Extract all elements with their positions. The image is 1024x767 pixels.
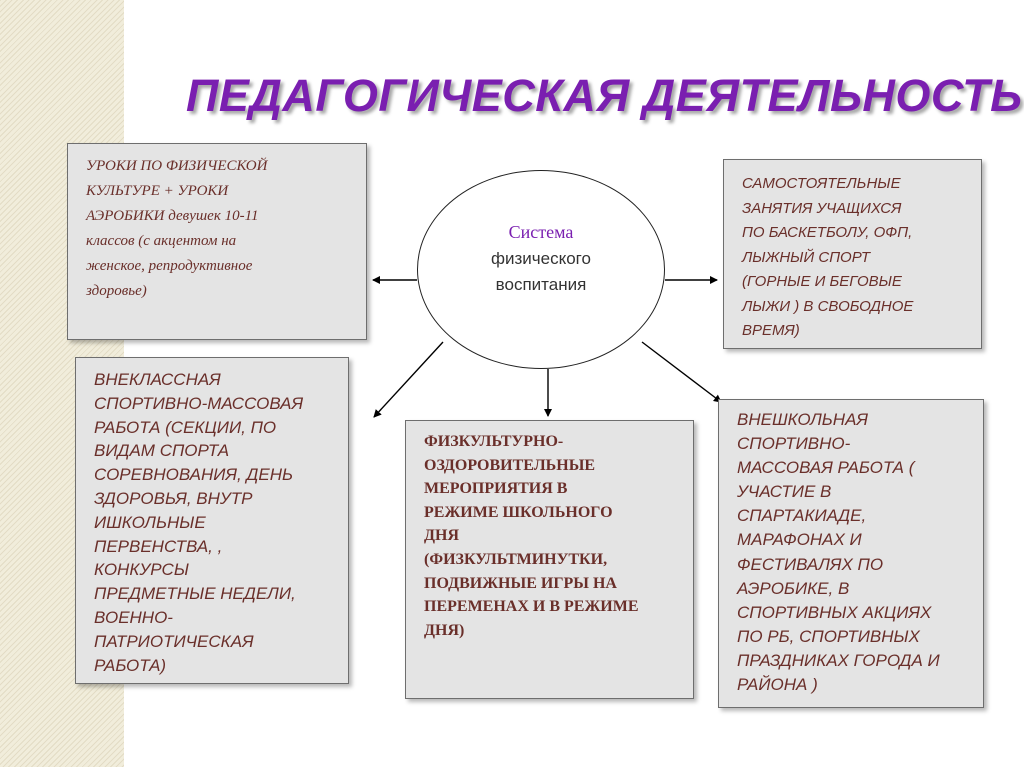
box-health-activities bbox=[405, 420, 694, 699]
box-out-of-school-text: ВНЕШКОЛЬНАЯ СПОРТИВНО- МАССОВАЯ РАБОТА ( УЧАСТИЕ В СПАРТАКИАДЕ, МАРАФОНАХ И ФЕСТИВАЛЯХ ПО АЭРОБИКЕ, В СПОРТИВНЫХ АКЦИЯХ ПО РБ, СПОРТИВНЫХ ПРАЗДНИКАХ ГОРОДА И РАЙОНА ) bbox=[737, 410, 940, 695]
central-node-line3: воспитания bbox=[495, 275, 587, 294]
central-node-line1: Система bbox=[508, 222, 574, 242]
central-node-ellipse bbox=[417, 170, 665, 369]
box-extracurricular-text: ВНЕКЛАССНАЯ СПОРТИВНО-МАССОВАЯ РАБОТА (СЕКЦИИ, ПО ВИДАМ СПОРТА СОРЕВНОВАНИЯ, ДЕНЬ ЗДОРОВЬЯ, ВНУТР ИШКОЛЬНЫЕ ПЕРВЕНСТВА, , КОНКУРСЫ ПРЕДМЕТНЫЕ НЕДЕЛИ, ВОЕННО- ПАТРИОТИЧЕСКАЯ РАБОТА) bbox=[94, 370, 304, 675]
box-extracurricular bbox=[75, 357, 349, 684]
central-node-line2: физического bbox=[491, 249, 591, 268]
box-lessons bbox=[67, 143, 367, 340]
box-out-of-school bbox=[718, 399, 984, 708]
arrow-to-extracurricular bbox=[374, 342, 443, 417]
page-title: ПЕДАГОГИЧЕСКАЯ ДЕЯТЕЛЬНОСТЬ bbox=[186, 70, 1023, 121]
box-lessons-text: УРОКИ ПО ФИЗИЧЕСКОЙ КУЛЬТУРЕ + УРОКИ АЭРОБИКИ девушек 10-11 классов (с акцентом на женское, репродуктивное здоровье) bbox=[86, 158, 268, 299]
box-independent-training-text: САМОСТОЯТЕЛЬНЫЕ ЗАНЯТИЯ УЧАЩИХСЯ ПО БАСКЕТБОЛУ, ОФП, ЛЫЖНЫЙ СПОРТ (ГОРНЫЕ И БЕГОВЫЕ ЛЫЖИ ) В СВОБОДНОЕ ВРЕМЯ) bbox=[742, 175, 914, 339]
box-health-activities-text: ФИЗКУЛЬТУРНО- ОЗДОРОВИТЕЛЬНЫЕ МЕРОПРИЯТИЯ В РЕЖИМЕ ШКОЛЬНОГО ДНЯ (ФИЗКУЛЬТМИНУТКИ, ПОДВИЖНЫЕ ИГРЫ НА ПЕРЕМЕНАХ И В РЕЖИМЕ ДНЯ) bbox=[424, 433, 639, 639]
arrow-to-out-of-school bbox=[642, 342, 721, 402]
box-independent-training bbox=[723, 159, 982, 349]
